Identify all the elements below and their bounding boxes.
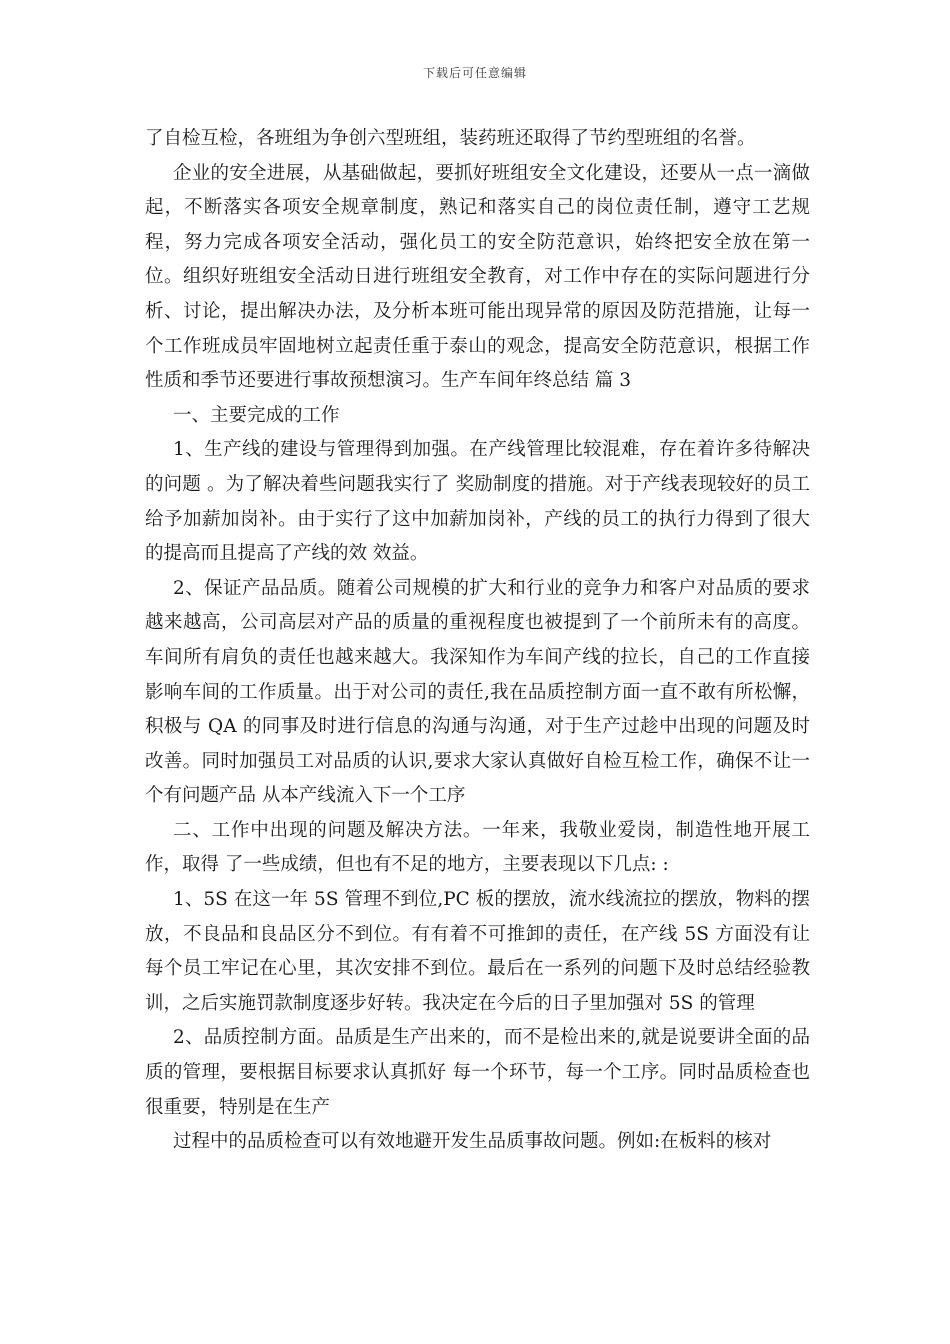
page-header: 下载后可任意编辑 xyxy=(422,66,527,80)
paragraph: 2、保证产品品质。随着公司规模的扩大和行业的竞争力和客户对品质的要求越来越高，公司高层对产品的质量的重视程度也被提到了一个前所未有的高度。车间所有肩负的责任也越来越大。我深知作为车间产线的拉长，自己的工作直接影响车间的工作质量。出于对公司的责任,我在品质控制方面一直不敢有所松懈，积极与 QA 的同事及时进行信息的沟通与沟通，对于生产过趁中出现的问题及时改善。同时加强员工对品质的认识,要求大家认真做好自检互检工作，确保不让一个有问题产品 从本产线流入下一个工序 xyxy=(145,577,810,807)
paragraph: 二、工作中出现的问题及解决方法。一年来，我敬业爱岗，制造性地开展工作，取得 了一些成绩，但也有不足的地方，主要表现以下几点: : xyxy=(145,819,810,876)
paragraph: 2、品质控制方面。品质是生产出来的，而不是检出来的,就是说要讲全面的品质的管理，要根据目标要求认真抓好 每一个环节，每一个工序。同时品质检查也很重要，特别是在生产 xyxy=(145,1027,810,1118)
paragraph: 了自检互检，各班组为争创六型班组，装药班还取得了节约型班组的名誉。 xyxy=(145,128,756,149)
paragraph: 1、生产线的建设与管理得到加强。在产线管理比较混难，存在着许多待解决的问题 。为了解决着些问题我实行了 奖励制度的措施。对于产线表现较好的员工给予加薪加岗补。由于实行了这中加薪加岗补，产线的员工的执行力得到了很大的提高而且提高了产线的效 效益。 xyxy=(145,439,810,565)
section-heading: 一、主要完成的工作 xyxy=(173,404,340,426)
paragraph: 1、5S 在这一年 5S 管理不到位,PC 板的摆放，流水线流拉的摆放，物料的摆放，不良品和良品区分不到位。有有着不可推卸的责任，在产线 5S 方面没有让每个员工牢记在心里，其次安排不到位。最后在一系列的问题下及时总结经验教训，之后实施罚款制度逐步好转。我决定在今后的日子里加强对 5S 的管理 xyxy=(145,889,810,1014)
document-body xyxy=(145,122,810,1160)
paragraph: 过程中的品质检查可以有效地避开发生品质事故问题。例如:在板料的核对 xyxy=(173,1131,772,1153)
paragraph: 企业的安全进展，从基础做起，要抓好班组安全文化建设，还要从一点一滴做起，不断落实各项安全规章制度，熟记和落实自己的岗位责任制，遵守工艺规程，努力完成各项安全活动，强化员工的安全防范意识，始终把安全放在第一位。组织好班组安全活动日进行班组安全教育，对工作中存在的实际问题进行分析、讨论，提出解决办法，及分析本班可能出现异常的原因及防范措施，让每一个工作班成员牢固地树立起责任重于泰山的观念，提高安全防范意识，根据工作性质和季节还要进行事故预想演习。生产车间年终总结 篇 3 xyxy=(145,162,810,392)
